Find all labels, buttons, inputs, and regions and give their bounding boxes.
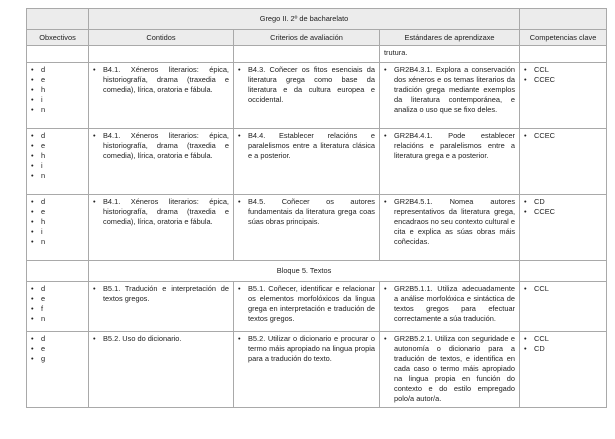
standard-cell [380, 129, 520, 195]
standard-cell-text: • GR2B4.3.1. Explora a conservación dos xéneros e os temas literarios da tradición grega mediante exemplos da literatura contemporánea, e analiza o uso que se fixo deles. [384, 65, 515, 115]
objectives-cell [27, 282, 89, 332]
header-criteria: Criterios de avaliación [234, 30, 380, 46]
curriculum-sheet [26, 8, 606, 408]
content-cell [89, 129, 234, 195]
standard-cell [380, 282, 520, 332]
list-item: • i [31, 227, 84, 237]
competences-cell [520, 63, 607, 129]
criterion-cell [234, 332, 380, 408]
curriculum-table [26, 8, 607, 408]
list-item: • e [31, 344, 84, 354]
title-blank-cell-right [520, 9, 607, 30]
criterion-cell [234, 282, 380, 332]
objectives-cell [27, 129, 89, 195]
content-cell-text: • B4.1. Xéneros literarios: épica, historiografía, drama (traxedia e comedia), lírica, oratoria e fábula. [93, 131, 229, 161]
table-row [27, 332, 607, 408]
list-item: • CCEC [524, 75, 602, 85]
competences-cell [520, 129, 607, 195]
list-item: • g [31, 354, 84, 364]
content-cell [89, 63, 234, 129]
header-contents: Contidos [89, 30, 234, 46]
criterion-cell [234, 63, 380, 129]
objectives-cell-list [31, 65, 84, 115]
list-item: • n [31, 105, 84, 115]
list-item: • e [31, 294, 84, 304]
list-item: • CD [524, 197, 602, 207]
title-blank-cell [27, 9, 89, 30]
objectives-cell [27, 63, 89, 129]
standard-cell [380, 63, 520, 129]
list-item: • d [31, 65, 84, 75]
list-item: • e [31, 207, 84, 217]
content-cell [89, 282, 234, 332]
objectives-cell-list [31, 334, 84, 364]
list-item: • h [31, 217, 84, 227]
list-item: • d [31, 334, 84, 344]
criterion-cell [234, 195, 380, 261]
competences-cell [520, 282, 607, 332]
standard-cell-text: • GR2B5.1.1. Utiliza adecuadamente a análise morfolóxica e sintáctica de textos gregos para efectuar correctamente a súa tradución. [384, 284, 515, 324]
objectives-cell-list [31, 284, 84, 324]
content-cell-text: • B4.1. Xéneros literarios: épica, historiografía, drama (traxedia e comedia), lírica, oratoria e fábula. [93, 197, 229, 227]
list-item: • CCL [524, 284, 602, 294]
objectives-cell-list [31, 131, 84, 181]
standard-cell-text: • GR2B5.2.1. Utiliza con seguridade e autonomía o dicionario para a tradución de textos, e identifica en cada caso o termo máis apropiado na lingua propia en función do contexto e do estilo empregado polo/a autor/a. [384, 334, 515, 404]
list-item: • n [31, 314, 84, 324]
list-item: • e [31, 75, 84, 85]
standard-cell-text: • GR2B4.5.1. Nomea autores representativos da literatura grega, encadraos no seu contexto cultural e cita e explica as súas obras máis coñecidas. [384, 197, 515, 247]
title-row [27, 9, 607, 30]
table-title: Grego II. 2º de bacharelato [89, 9, 520, 30]
continued-row [27, 46, 607, 63]
objectives-cell-list [31, 197, 84, 247]
list-item: • e [31, 141, 84, 151]
header-standards: Estándares de aprendizaxe [380, 30, 520, 46]
list-item: • CD [524, 344, 602, 354]
header-row [27, 30, 607, 46]
list-item: • h [31, 151, 84, 161]
content-cell-text: • B4.1. Xéneros literarios: épica, historiografía, drama (traxedia e comedia), lírica, oratoria e fábula. [93, 65, 229, 95]
list-item: • i [31, 95, 84, 105]
list-item: • h [31, 85, 84, 95]
standard-cell-text: • GR2B4.4.1. Pode establecer relacións e paralelismos entre a literatura grega e a posterior. [384, 131, 515, 161]
competences-cell-list [524, 197, 602, 217]
objectives-cell [27, 195, 89, 261]
criterion-cell-text: • B4.3. Coñecer os fitos esenciais da literatura grega como base da literatura e da cultura europea e occidental. [238, 65, 375, 105]
block-title-row [27, 261, 607, 282]
list-item: • d [31, 197, 84, 207]
standard-cell [380, 195, 520, 261]
criterion-cell-text: • B4.4. Establecer relacións e paralelismos entre a literatura clásica e a posterior. [238, 131, 375, 161]
list-item: • CCL [524, 65, 602, 75]
competences-cell-list [524, 65, 602, 85]
list-item: • i [31, 161, 84, 171]
header-objectives: Obxectivos [27, 30, 89, 46]
criterion-cell [234, 129, 380, 195]
content-cell-text: • B5.2. Uso do dicionario. [93, 334, 229, 344]
objectives-cell [27, 332, 89, 408]
standard-cell [380, 332, 520, 408]
list-item: • CCL [524, 334, 602, 344]
block-title: Bloque 5. Textos [89, 261, 520, 282]
header-competences: Competencias clave [520, 30, 607, 46]
list-item: • d [31, 131, 84, 141]
competences-cell-list [524, 284, 602, 294]
content-cell [89, 195, 234, 261]
competences-cell [520, 195, 607, 261]
list-item: • n [31, 171, 84, 181]
criterion-cell-text: • B4.5. Coñecer os autores fundamentais da literatura grega coas súas obras principais. [238, 197, 375, 227]
list-item: • CCEC [524, 207, 602, 217]
table-row [27, 63, 607, 129]
list-item: • n [31, 237, 84, 247]
list-item: • d [31, 284, 84, 294]
criterion-cell-text: • B5.2. Utilizar o dicionario e procurar o termo máis apropiado na lingua propia para a tradución do texto. [238, 334, 375, 364]
competences-cell-list [524, 334, 602, 354]
list-item: • CCEC [524, 131, 602, 141]
criterion-cell-text: • B5.1. Coñecer, identificar e relacionar os elementos morfolóxicos da lingua grega en interpretación e tradución de textos gregos. [238, 284, 375, 324]
table-row [27, 195, 607, 261]
table-row [27, 129, 607, 195]
competences-cell-list [524, 131, 602, 141]
content-cell [89, 332, 234, 408]
list-item: • f [31, 304, 84, 314]
table-row [27, 282, 607, 332]
continued-standard: trutura. [380, 46, 520, 63]
content-cell-text: • B5.1. Tradución e interpretación de textos gregos. [93, 284, 229, 304]
competences-cell [520, 332, 607, 408]
